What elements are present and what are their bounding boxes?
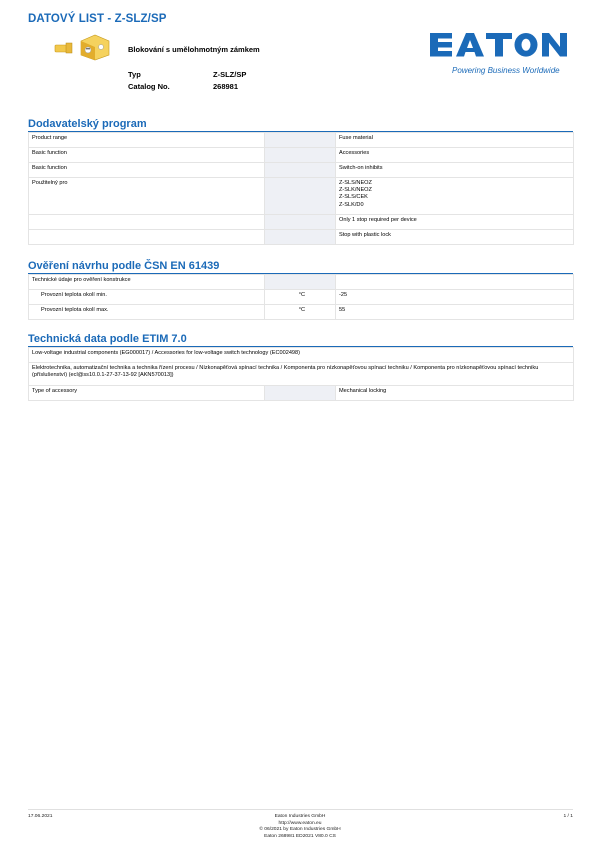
- row-value: Stop with plastic lock: [336, 230, 574, 245]
- row-value: Z-SLS/NEOZ Z-SLK/NEOZ Z-SLS/CEK Z-SLK/D0: [336, 178, 574, 215]
- row-unit: [265, 215, 336, 230]
- row-value: [336, 275, 574, 290]
- section-title-etim: Technická data podle ETIM 7.0: [28, 333, 187, 345]
- row-value: Only 1 stop required per device: [336, 215, 574, 230]
- verification-table: [28, 274, 574, 320]
- table-row: [29, 386, 574, 401]
- row-unit: [265, 386, 336, 401]
- row-unit: [265, 133, 336, 148]
- table-row: [29, 163, 574, 178]
- row-value: Fuse material: [336, 133, 574, 148]
- row-label: [29, 215, 265, 230]
- product-image: [53, 33, 113, 61]
- row-value: Switch-on inhibits: [336, 163, 574, 178]
- row-label: Basic function: [29, 148, 265, 163]
- type-label: Typ: [128, 70, 141, 79]
- table-row: [29, 178, 574, 215]
- row-unit: °C: [265, 305, 336, 320]
- row-value: Accessories: [336, 148, 574, 163]
- row-label: Basic function: [29, 163, 265, 178]
- footer-company-block: [200, 814, 400, 840]
- etim-classification: Low-voltage industrial components (EG000017) / Accessories for low-voltage switch technology (EC002498): [29, 348, 574, 363]
- row-unit: [265, 230, 336, 245]
- etim-classification-path: Elektrotechnika, automatizační technika a technika řízení procesu / Nízkonapěťová spínací technika / Komponenta pro nízkonapěťovou spínací techniku / Komponenta pro nízkonapěťovou spínací techniku (příslušenství) (ecl@ss10.0.1-27-37-13-92 [AKN570013]): [29, 363, 574, 386]
- footer-divider: [28, 809, 573, 810]
- row-unit: [265, 148, 336, 163]
- catalog-value: 268981: [213, 82, 239, 91]
- footer-date: 17.06.2021: [28, 814, 53, 819]
- section-title-verification: Ověření návrhu podle ČSN EN 61439: [28, 260, 220, 272]
- row-unit: [265, 275, 336, 290]
- type-value: Z-SLZ/SP: [213, 70, 247, 79]
- document-title: DATOVÝ LIST - Z-SLZ/SP: [28, 13, 167, 25]
- row-label: Použitelný pro: [29, 178, 265, 215]
- table-row: [29, 133, 574, 148]
- footer-url[interactable]: http://www.eaton.eu: [278, 820, 322, 826]
- row-label: Technické údaje pro ověření konstrukce: [29, 275, 265, 290]
- row-label: Type of accessory: [29, 386, 265, 401]
- table-row: [29, 348, 574, 363]
- product-description: Blokování s umělohmotným zámkem: [128, 45, 260, 54]
- table-row: [29, 215, 574, 230]
- row-unit: [265, 163, 336, 178]
- table-row: [29, 363, 574, 386]
- row-unit: [265, 178, 336, 215]
- brand-tagline: Powering Business Worldwide: [452, 66, 560, 75]
- row-unit: °C: [265, 290, 336, 305]
- table-row: [29, 290, 574, 305]
- footer-copyright: © 06/2021 by Eaton Industries GmbH: [259, 827, 341, 833]
- catalog-label: Catalog No.: [128, 82, 170, 91]
- supplier-table: [28, 132, 574, 245]
- section-title-supplier: Dodavatelský program: [28, 118, 147, 130]
- table-row: [29, 275, 574, 290]
- footer-page-number: 1 / 1: [563, 814, 573, 819]
- etim-table: [28, 347, 574, 401]
- row-label: [29, 230, 265, 245]
- table-row: [29, 148, 574, 163]
- row-label: Provozní teplota okolí max.: [29, 305, 265, 320]
- row-label: Product range: [29, 133, 265, 148]
- row-value: -25: [336, 290, 574, 305]
- footer-doc-ref: Eaton 268981 ED2021 V80.0 CS: [264, 833, 336, 839]
- row-value: 55: [336, 305, 574, 320]
- table-row: [29, 230, 574, 245]
- row-label: Provozní teplota okolí min.: [29, 290, 265, 305]
- table-row: [29, 305, 574, 320]
- footer-company: Eaton Industries GmbH: [274, 814, 326, 819]
- row-value: Mechanical locking: [336, 386, 574, 401]
